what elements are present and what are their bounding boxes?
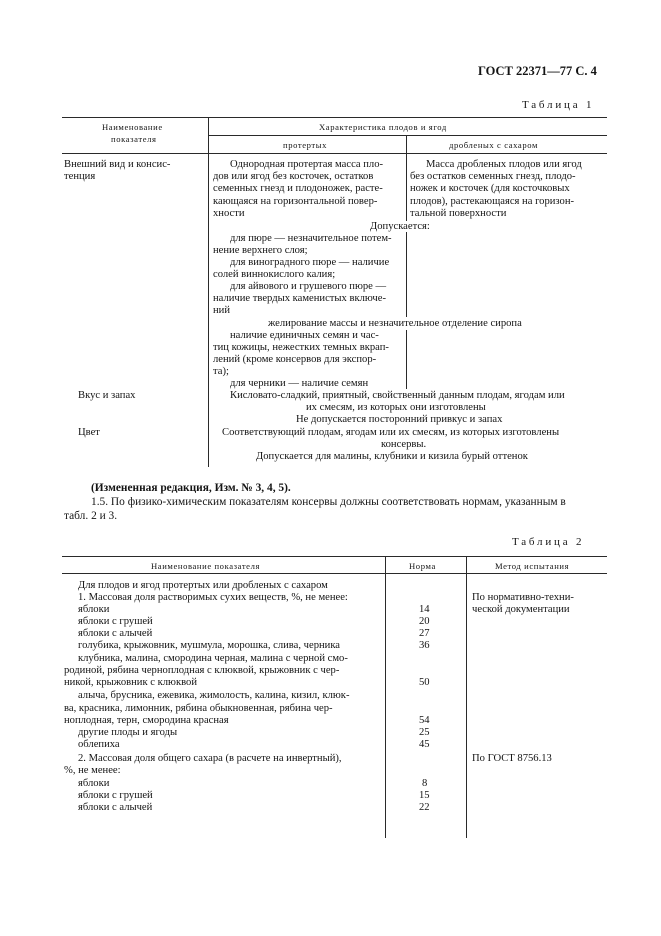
table1-col-divider-2b — [406, 232, 407, 317]
table2-item1-title: 1. Массовая доля растворимых сухих веществ, %, не менее: — [78, 592, 348, 603]
table-row-name: яблоки с алычей — [78, 628, 153, 639]
pureed-allowed-line: солей виннокислого калия; — [213, 269, 336, 280]
color-text-line3: Допускается для малины, клубники и кизила бурый оттенок — [256, 451, 528, 462]
table1-top-rule — [62, 117, 607, 118]
inclusion-line: для черники — наличие семян — [230, 378, 369, 389]
crushed-text-line: без остатков семенных гнезд, плодо- — [410, 171, 576, 182]
pureed-text-line: Однородная протертая масса пло- — [230, 159, 384, 170]
group50-norm: 50 — [419, 677, 430, 688]
pureed-allowed-line: для виноградного пюре — наличие — [230, 257, 390, 268]
table-row-norm: 36 — [419, 640, 430, 651]
table2-section-title: Для плодов и ягод протертых или дробленых с сахаром — [78, 580, 328, 591]
group50-line: родиной, рябина черноплодная с клюквой, крыжовник с чер- — [64, 665, 340, 676]
page-header: ГОСТ 22371—77 С. 4 — [478, 64, 597, 78]
table2-caption: Таблица 2 — [512, 536, 585, 548]
table-row-name: яблоки с грушей — [78, 790, 153, 801]
table-row-norm: 25 — [419, 727, 430, 738]
color-label: Цвет — [78, 427, 100, 438]
table-row-name: облепиха — [78, 739, 120, 750]
amendment-note: (Измененная редакция, Изм. № 3, 4, 5). — [91, 482, 291, 494]
pureed-allowed-line: наличие твердых каменистых включе- — [213, 293, 386, 304]
table-row-name: другие плоды и ягоды — [78, 727, 178, 738]
table1-header-pureed: протертых — [283, 140, 328, 150]
taste-text-line2: их смесям, из которых они изготовлены — [306, 402, 486, 413]
table-row-name: голубика, крыжовник, мушмула, морошка, слива, черника — [78, 640, 341, 651]
appearance-label-line2: тенция — [64, 171, 96, 182]
crushed-text-line: плодов), растекающаяся на горизон- — [410, 196, 575, 207]
inclusion-line: лений (кроме консервов для экспор- — [213, 354, 377, 365]
taste-text-line1: Кисловато-сладкий, приятный, свойственный данным плодам, ягодам или — [230, 390, 565, 401]
pureed-text-line: кающаяся на горизонтальной повер- — [213, 196, 378, 207]
table2-header-norm: Норма — [409, 561, 436, 571]
group50-line: клубника, малина, смородина черная, малина с черной смо- — [78, 653, 348, 664]
table2-top-rule — [62, 556, 607, 557]
table-row-name: яблоки — [78, 604, 110, 615]
group54-line: ноплодная, терн, смородина красная — [64, 715, 229, 726]
table2-header-name: Наименование показателя — [151, 561, 261, 571]
table-row-norm: 27 — [419, 628, 430, 639]
table-row-norm: 14 — [419, 604, 430, 615]
table1-col-divider-2a — [406, 135, 407, 221]
pureed-text-line: хности — [213, 208, 245, 219]
pureed-text-line: семенных гнезд и плодоножек, расте- — [213, 183, 383, 194]
inclusion-line: наличие единичных семян и час- — [230, 330, 379, 341]
pureed-allowed-line: нение верхнего слоя; — [213, 245, 308, 256]
table2-col-divider-1 — [385, 556, 386, 838]
paragraph-line2: табл. 2 и 3. — [64, 510, 118, 522]
crushed-text-line: тальной поверхности — [410, 208, 507, 219]
pureed-allowed-line: ний — [213, 305, 231, 316]
table-row-name: яблоки — [78, 778, 110, 789]
table-row-name: яблоки с грушей — [78, 616, 153, 627]
taste-label: Вкус и запах — [78, 390, 136, 401]
color-text-line1: Соответствующий плодам, ягодам или их смесям, из которых изготовлены — [222, 427, 560, 438]
crushed-text-line: ножек и косточек (для косточковых — [410, 183, 570, 194]
table1-header-crushed: дробленых с сахаром — [449, 140, 539, 150]
table-row-norm: 8 — [422, 778, 428, 789]
common-allowed-text: желирование массы и незначительное отделение сиропа — [268, 318, 522, 329]
table-row-norm: 15 — [419, 790, 430, 801]
table-row-name: яблоки с алычей — [78, 802, 153, 813]
allowed-label: Допускается: — [370, 221, 430, 232]
table-row-norm: 22 — [419, 802, 430, 813]
pureed-text-line: дов или ягод без косточек, остатков — [213, 171, 374, 182]
method1-line1: По нормативно-техни- — [472, 592, 574, 603]
method2: По ГОСТ 8756.13 — [472, 753, 552, 764]
table1-col-divider-1 — [208, 117, 209, 467]
table-row-norm: 20 — [419, 616, 430, 627]
item2-line1: 2. Массовая доля общего сахара (в расчете на инвертный), — [78, 753, 342, 764]
group54-line: ва, красника, лимонник, рябина обыкновенная, рябина чер- — [64, 703, 333, 714]
table-row-norm: 45 — [419, 739, 430, 750]
table1-caption: Таблица 1 — [522, 99, 595, 111]
table1-col-divider-2c — [406, 330, 407, 389]
inclusion-line: та); — [213, 366, 229, 377]
item2-line2: %, не менее: — [64, 765, 121, 776]
group54-line: алыча, брусника, ежевика, жимолость, калина, кизил, клюк- — [78, 690, 350, 701]
table2-header-method: Метод испытания — [495, 561, 570, 571]
pureed-allowed-line: для пюре — незначительное потем- — [230, 233, 392, 244]
paragraph-line1: 1.5. По физико-химическим показателям консервы должны соответствовать нормам, указанным в — [91, 496, 566, 508]
pureed-allowed-line: для айвового и грушевого пюре — — [230, 281, 387, 292]
table2-col-divider-2 — [466, 556, 467, 838]
color-text-line2: консервы. — [381, 439, 427, 450]
taste-text-line3: Не допускается посторонний привкус и запах — [296, 414, 503, 425]
table1-header-indicator-line2: показателя — [111, 134, 157, 144]
group50-line: никой, крыжовник с клюквой — [64, 677, 198, 688]
appearance-label-line1: Внешний вид и консис- — [64, 159, 171, 170]
table1-subheader-rule — [208, 135, 607, 136]
inclusion-line: тиц кожицы, нежестких темных вкрап- — [213, 342, 389, 353]
group54-norm: 54 — [419, 715, 430, 726]
crushed-text-line: Масса дробленых плодов или ягод — [426, 159, 582, 170]
table1-header-bottom-rule — [62, 153, 607, 154]
table1-header-characteristic: Характеристика плодов и ягод — [319, 122, 447, 132]
table1-header-indicator-line1: Наименование — [102, 122, 163, 132]
table2-header-bottom-rule — [62, 573, 607, 574]
method1-line2: ческой документации — [472, 604, 570, 615]
